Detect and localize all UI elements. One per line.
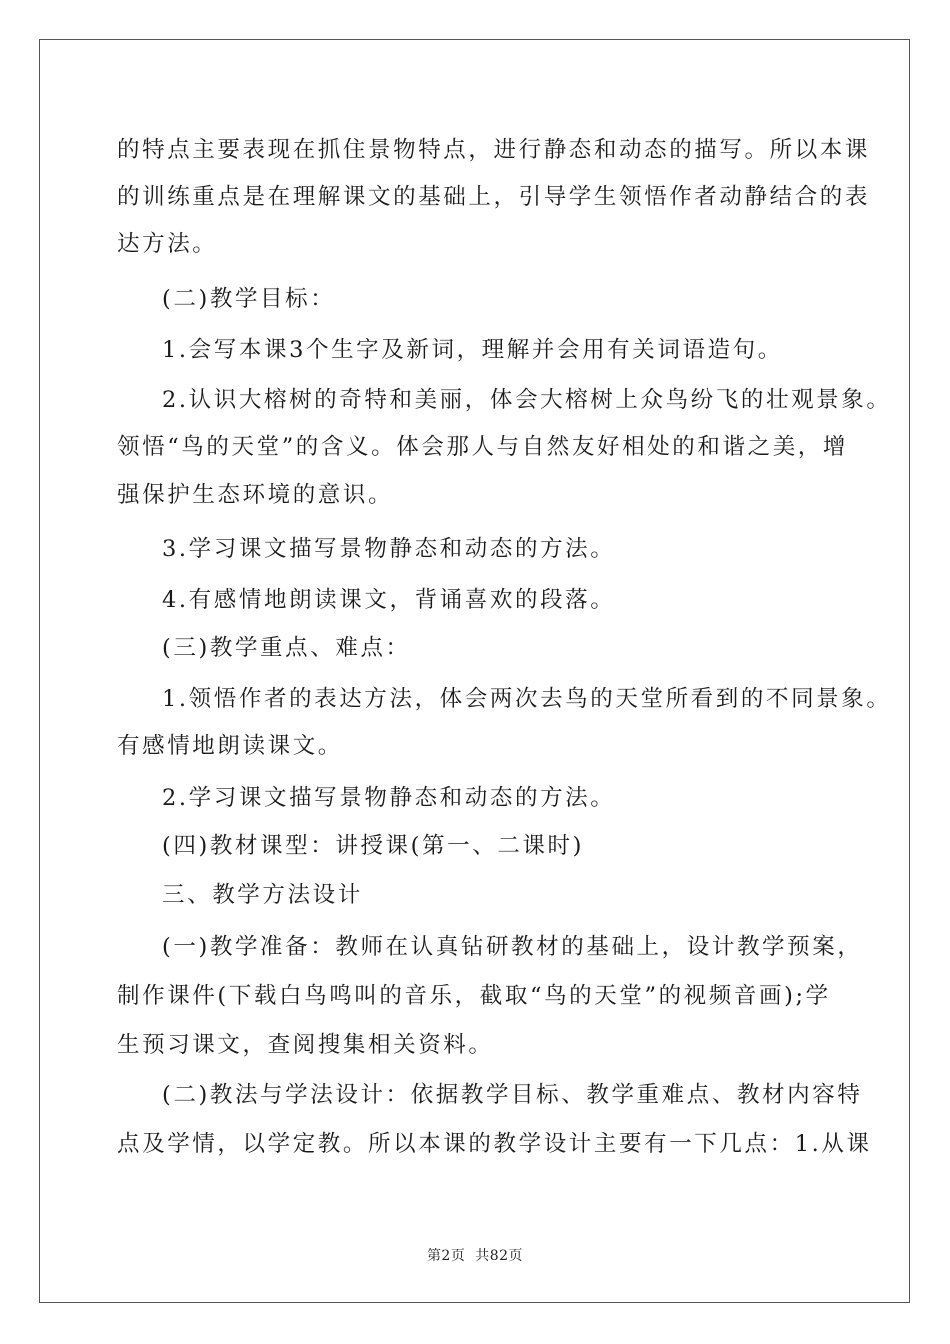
list-item: 1.领悟作者的表达方法，体会两次去鸟的天堂所看到的不同景象。 xyxy=(162,686,892,712)
text-line: 有感情地朗读课文。 xyxy=(117,733,343,759)
text-line: 达方法。 xyxy=(117,231,218,257)
text-line: (二)教法与学法设计：依据教学目标、教学重难点、教材内容特 xyxy=(162,1082,863,1108)
page-number: 第2页 共82页 xyxy=(426,1248,524,1264)
text-line: (一)教学准备：教师在认真钻研教材的基础上，设计教学预案， xyxy=(162,934,863,960)
text-line: 点及学情，以学定教。所以本课的教学设计主要有一下几点：1.从课 xyxy=(117,1131,872,1157)
list-item: 1.会写本课3个生字及新词，理解并会用有关词语造句。 xyxy=(162,337,783,363)
list-item: 2.认识大榕树的奇特和美丽，体会大榕树上众鸟纷飞的壮观景象。 xyxy=(162,387,892,413)
text-line: 的训练重点是在理解课文的基础上，引导学生领悟作者动静结合的表 xyxy=(117,184,871,210)
section-heading: 三、教学方法设计 xyxy=(162,882,363,908)
section-heading: (二)教学目标： xyxy=(162,286,336,312)
text-line: 的特点主要表现在抓住景物特点，进行静态和动态的描写。所以本课 xyxy=(117,137,871,163)
page-footer xyxy=(0,1245,950,1265)
section-heading: (四)教材课型：讲授课(第一、二课时) xyxy=(162,833,585,859)
section-heading: (三)教学重点、难点： xyxy=(162,635,411,661)
list-item: 3.学习课文描写景物静态和动态的方法。 xyxy=(162,536,616,562)
text-line: 制作课件(下载白鸟鸣叫的音乐，截取“鸟的天堂”的视频音画);学 xyxy=(117,983,831,1009)
text-line: 生预习课文，查阅搜集相关资料。 xyxy=(117,1032,494,1058)
text-line: 领悟“鸟的天堂”的含义。体会那人与自然友好相处的和谐之美，增 xyxy=(117,434,849,460)
text-line: 强保护生态环境的意识。 xyxy=(117,482,394,508)
list-item: 2.学习课文描写景物静态和动态的方法。 xyxy=(162,785,616,811)
list-item: 4.有感情地朗读课文，背诵喜欢的段落。 xyxy=(162,587,616,613)
